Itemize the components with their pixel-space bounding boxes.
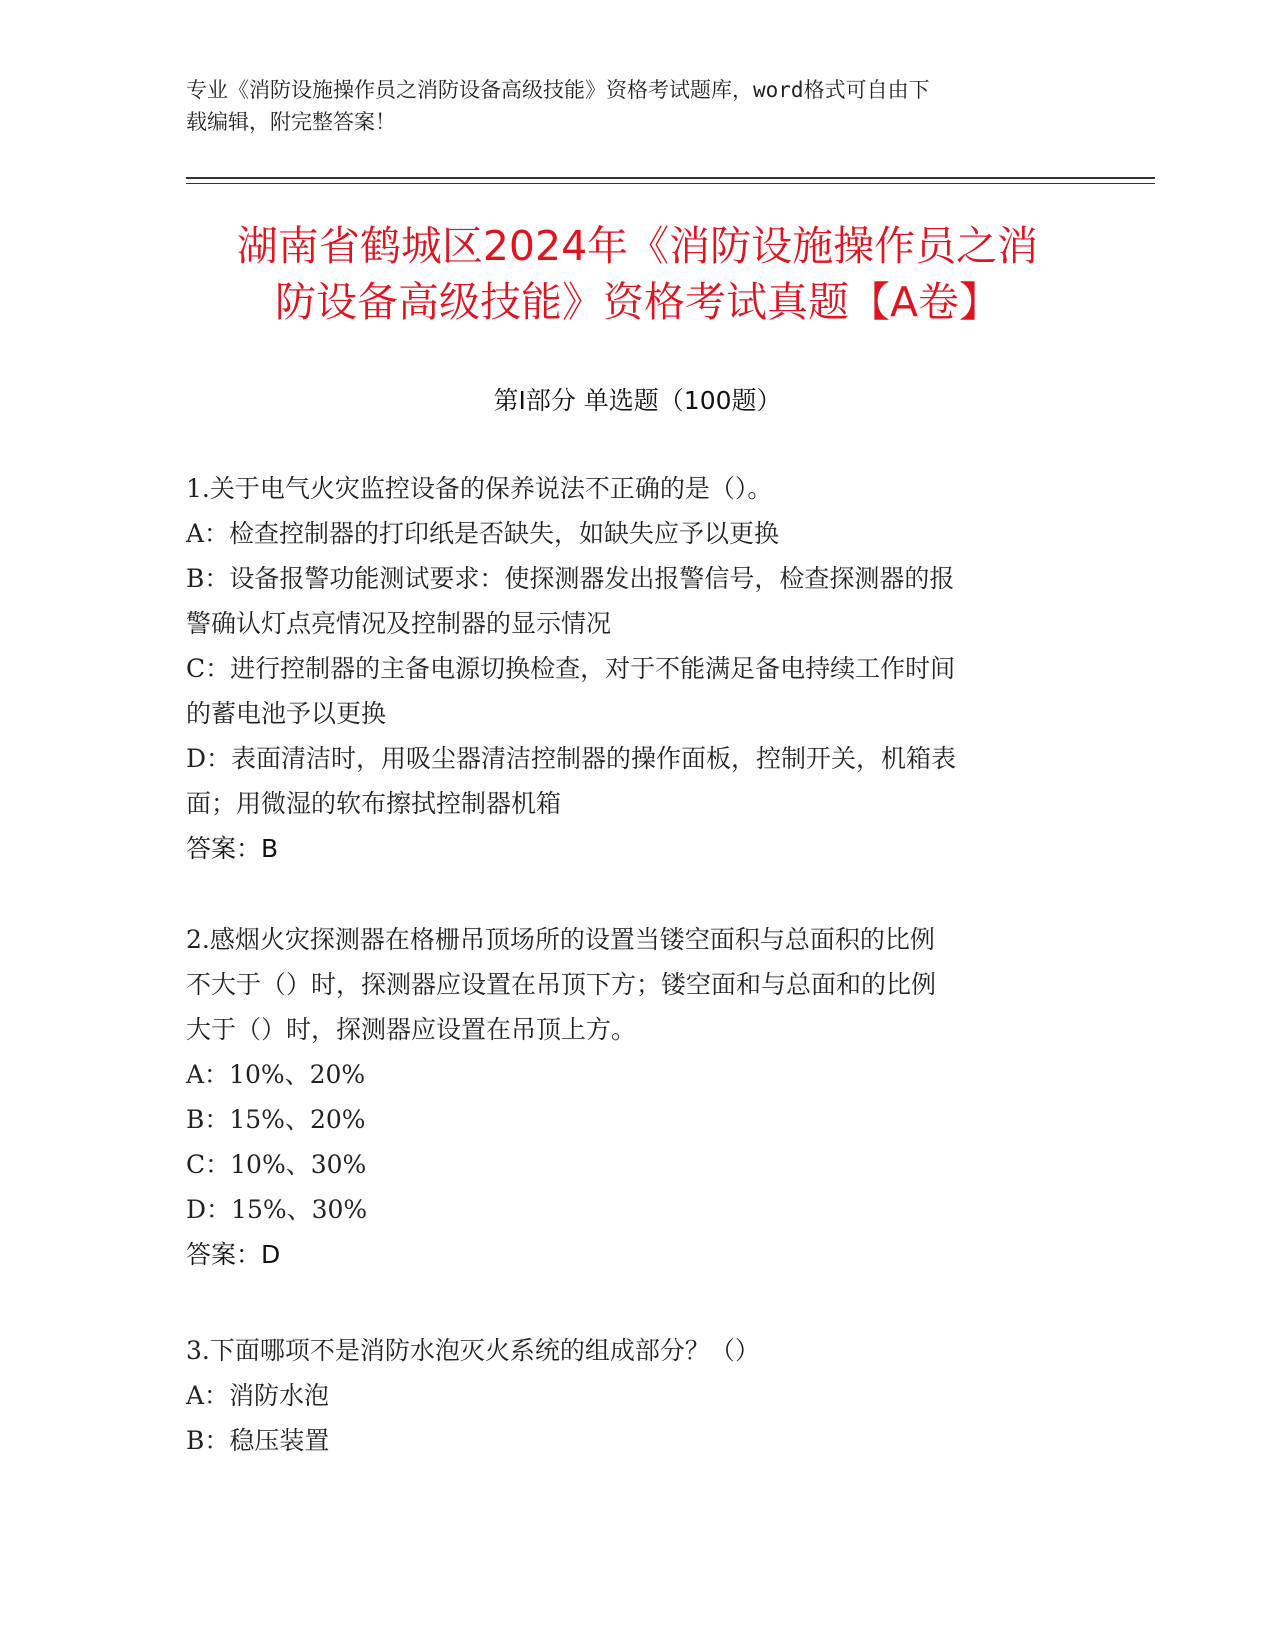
question-1 <box>186 466 1086 871</box>
question-2 <box>186 917 1086 1277</box>
question-3 <box>186 1328 1086 1463</box>
answer-line: 答案：D <box>186 1240 281 1269</box>
option-d <box>186 736 1086 826</box>
option-d: D：15%、30% <box>186 1195 368 1224</box>
header-divider-thin <box>186 183 1155 184</box>
option-a: A：消防水泡 <box>186 1381 330 1410</box>
header-note <box>186 74 1066 138</box>
header-note-line: 载编辑，附完整答案！ <box>186 110 396 134</box>
question-stem: 不大于（）时，探测器应设置在吊顶下方；镂空面和与总面和的比例 <box>186 970 937 999</box>
section-heading: 第Ⅰ部分 单选题（100题） <box>493 386 782 415</box>
question-stem: 1.关于电气火灾监控设备的保养说法不正确的是（）。 <box>186 474 773 503</box>
option-text: 警确认灯点亮情况及控制器的显示情况 <box>186 609 612 638</box>
header-divider <box>186 177 1155 179</box>
document-title <box>180 218 1095 330</box>
answer-line: 答案：B <box>186 834 279 863</box>
option-text: D：表面清洁时，用吸尘器清洁控制器的操作面板，控制开关，机箱表 <box>186 744 957 773</box>
option-b: B：稳压装置 <box>186 1426 330 1455</box>
option-text: 的蓄电池予以更换 <box>186 699 387 728</box>
option-c: C：10%、30% <box>186 1150 367 1179</box>
option-text: A：检查控制器的打印纸是否缺失，如缺失应予以更换 <box>186 519 780 548</box>
document-title-line: 湖南省鹤城区2024年《消防设施操作员之消 <box>236 222 1039 270</box>
option-text: B：设备报警功能测试要求：使探测器发出报警信号，检查探测器的报 <box>186 564 955 593</box>
question-stem: 3.下面哪项不是消防水泡灭火系统的组成部分？（） <box>186 1336 760 1365</box>
option-a <box>186 511 1086 556</box>
option-a: A：10%、20% <box>186 1060 366 1089</box>
document-title-line: 防设备高级技能》资格考试真题【A卷】 <box>274 278 1001 326</box>
option-b: B：15%、20% <box>186 1105 366 1134</box>
header-note-line: 专业《消防设施操作员之消防设备高级技能》资格考试题库，word格式可自由下 <box>186 78 930 102</box>
option-text: C：进行控制器的主备电源切换检查，对于不能满足备电持续工作时间 <box>186 654 956 683</box>
option-text: 面；用微湿的软布擦拭控制器机箱 <box>186 789 562 818</box>
question-stem: 大于（）时，探测器应设置在吊顶上方。 <box>186 1015 637 1044</box>
option-b <box>186 556 1086 646</box>
question-stem: 2.感烟火灾探测器在格栅吊顶场所的设置当镂空面积与总面积的比例 <box>186 925 935 954</box>
option-c <box>186 646 1086 736</box>
